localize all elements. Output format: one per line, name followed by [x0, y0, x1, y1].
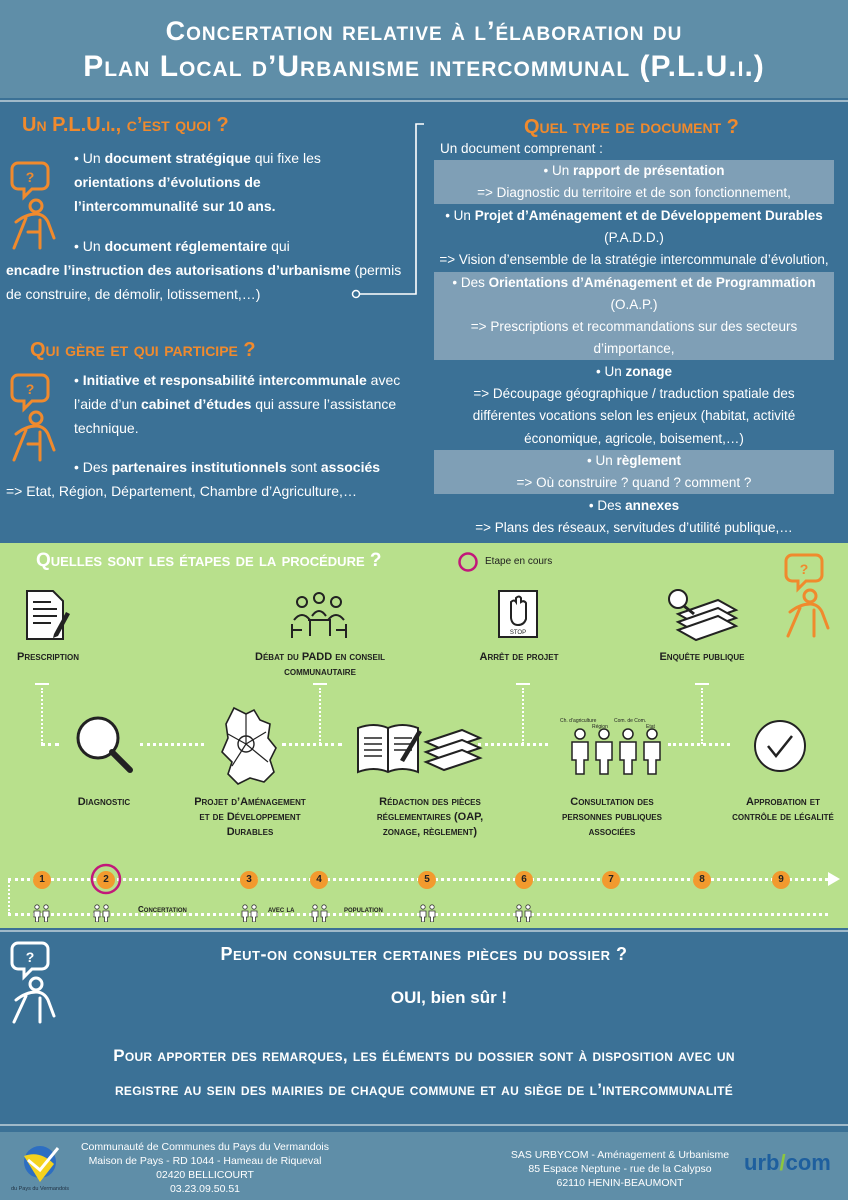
- connector-dots: [319, 688, 321, 744]
- doc-intro: Un document comprenant :: [440, 141, 603, 156]
- doc-row: • Un rapport de présentation: [434, 160, 834, 182]
- persons-label-1: Ch. d’agriculture: [560, 718, 597, 724]
- connector-dots: [478, 743, 548, 746]
- stop-document-icon: [496, 588, 540, 640]
- territory-map-icon: [214, 704, 280, 786]
- doc-row: (P.A.D.D.): [604, 229, 664, 245]
- doc-row: • Des annexes: [588, 497, 680, 513]
- current-step-legend-icon: [457, 551, 479, 573]
- connector-tick: [35, 683, 49, 685]
- doc-row: • Un Projet d’Aménagement et de Développement Durables: [445, 207, 823, 223]
- concertation-word-1: Concertation: [138, 905, 187, 914]
- persons-label-2: Région: [592, 724, 608, 730]
- doc-row: différentes vocations selon les enjeux (habitat, activité: [472, 408, 796, 424]
- doc-row: => Vision d’ensemble de la stratégie intercommunale d’évolution,: [439, 252, 829, 268]
- step-approbation: Approbation et contrôle de légalité: [732, 796, 834, 823]
- vermandois-logo-icon: [8, 1140, 72, 1192]
- question-person-icon: [6, 372, 62, 464]
- step-number-8: 8: [693, 871, 711, 889]
- doc-row: => Plans des réseaux, servitudes d’utilité publique,…: [475, 519, 793, 535]
- who-title: Qui gère et qui participe ?: [30, 339, 256, 361]
- people-icon: [92, 904, 112, 922]
- urbycom-logo: urb/com: [744, 1150, 831, 1175]
- footer-rule: [0, 1124, 848, 1126]
- consult-answer: OUI, bien sûr !: [390, 988, 508, 1007]
- timeline-line: [8, 878, 10, 914]
- consult-question: Peut-on consulter certaines pièces du dossier ?: [220, 944, 628, 964]
- step-number-1: 1: [33, 871, 51, 889]
- step-consultation: Consultation des personnes publiques associées: [562, 796, 662, 838]
- people-icon: [310, 904, 330, 922]
- step-prescription: Prescription: [16, 651, 79, 663]
- step-redaction: Rédaction des pièces réglementaires (OAP, zonage, règlement): [376, 796, 484, 838]
- connector-dots: [668, 743, 730, 746]
- title-line-1: Concertation relative à l’élaboration du: [165, 16, 683, 46]
- svg-text:STOP: STOP: [509, 630, 527, 636]
- consult-line-1: Pour apporter des remarques, les éléments du dossier sont à disposition avec un: [113, 1046, 735, 1065]
- connector-dots: [701, 688, 703, 744]
- svg-text:?: ?: [799, 561, 809, 577]
- question-person-icon: [778, 552, 836, 638]
- step-number-9: 9: [772, 871, 790, 889]
- doc-row: • Un règlement: [434, 450, 834, 472]
- page-header: [0, 0, 848, 98]
- persons-label-4: Etat: [646, 724, 655, 730]
- concertation-word-2: avec la: [268, 905, 295, 914]
- connector-tick: [695, 683, 709, 685]
- svg-text:?: ?: [25, 381, 35, 397]
- step-number-6: 6: [515, 871, 533, 889]
- connector-dots: [41, 743, 59, 746]
- connector-dots: [282, 743, 342, 746]
- footer-right-address: SAS URBYCOM - Aménagement & Urbanisme 85 Espace Neptune - rue de la Calypso 62110 HENIN-BEAUMONT: [510, 1149, 730, 1189]
- doc-row: d’importance,: [434, 338, 834, 360]
- step-number-5: 5: [418, 871, 436, 889]
- people-icon: [514, 904, 534, 922]
- step-arret-projet: Arrêt de projet: [479, 651, 559, 663]
- svg-text:?: ?: [25, 949, 35, 965]
- connector-dots: [522, 688, 524, 744]
- what-para-2-start: • Un document réglementaire qui: [74, 238, 290, 254]
- doc-row: => Diagnostic du territoire et de son fonctionnement,: [434, 182, 834, 204]
- timeline-arrow-icon: [826, 870, 842, 888]
- step-diagnostic: Diagnostic: [77, 796, 131, 808]
- title-line-2: Plan Local d’Urbanisme intercommunal (P.L.U.i.): [83, 50, 765, 83]
- footer-left-address: Communauté de Communes du Pays du Vermandois Maison de Pays - RD 1044 - Hameau de Riqueval 02420 BELLICOURT 03.23.09.50.51: [80, 1141, 330, 1195]
- connector-tick: [516, 683, 530, 685]
- doc-row: => Où construire ? quand ? comment ?: [434, 472, 834, 494]
- doc-row: • Des Orientations d’Aménagement et de Programmation: [434, 272, 834, 294]
- step-enquete-publique: Enquête publique: [659, 651, 745, 663]
- doc-row: • Un zonage: [595, 363, 672, 379]
- doc-row: (O.A.P.): [434, 294, 834, 316]
- doc-row: économique, agricole, boisement,…): [524, 430, 744, 446]
- who-partners: => Etat, Région, Département, Chambre d’Agriculture,…: [6, 483, 357, 499]
- header-rule: [0, 100, 848, 102]
- people-icon: [240, 904, 260, 922]
- doc-title: Quel type de document ?: [524, 116, 739, 138]
- step-debat-padd: Débat du PADD en conseil communautaire: [255, 651, 385, 678]
- step-number-4: 4: [310, 871, 328, 889]
- doc-row: => Prescriptions et recommandations sur des secteurs: [434, 316, 834, 338]
- concertation-word-3: population: [344, 905, 383, 914]
- step-number-3: 3: [240, 871, 258, 889]
- connector-dots: [140, 743, 204, 746]
- step-number-7: 7: [602, 871, 620, 889]
- document-pen-icon: [24, 588, 70, 642]
- vermandois-logo-text: du Pays du Vermandois: [10, 1186, 70, 1192]
- consult-line-2: registre au sein des mairies de chaque commune et au siège de l’intercommunalité: [114, 1080, 734, 1099]
- book-and-documents-icon: [356, 720, 484, 782]
- step-number-2: 2: [97, 871, 115, 889]
- people-icon: [418, 904, 438, 922]
- connector-dots: [41, 688, 43, 744]
- what-para-1: • Un document stratégique qui fixe les orientations d’évolutions de l’intercommunalité sur 10 ans.: [74, 150, 321, 214]
- what-para-2-rest: encadre l’instruction des autorisations d’urbanisme (permis de construire, de démolir, lotissement,…): [6, 262, 402, 302]
- people-icon: [32, 904, 52, 922]
- persons-label-3: Com. de Com.: [614, 718, 647, 724]
- svg-text:?: ?: [25, 169, 35, 185]
- who-para-2: • Des partenaires institutionnels sont associés: [74, 459, 381, 475]
- check-icon: [752, 718, 808, 774]
- magnifier-documents-icon: [664, 586, 740, 644]
- legend-label: Etape en cours: [485, 556, 553, 567]
- who-para-1: • Initiative et responsabilité intercommunale avec l’aide d’un cabinet d’études qui assure l’assistance technique.: [74, 372, 401, 436]
- meeting-icon: [288, 590, 350, 642]
- step-padd: Projet d’Aménagement et de Développement Durables: [194, 796, 306, 838]
- consult-rule: [0, 930, 848, 932]
- steps-title: Quelles sont les étapes de la procédure ?: [36, 550, 382, 571]
- magnifier-icon: [72, 712, 136, 776]
- connector-tick: [313, 683, 327, 685]
- question-person-icon: [6, 160, 62, 252]
- what-title: Un P.L.U.i., c’est quoi ?: [22, 114, 229, 136]
- doc-row: => Découpage géographique / traduction spatiale des: [473, 386, 795, 401]
- persons-group-icon: [566, 728, 670, 776]
